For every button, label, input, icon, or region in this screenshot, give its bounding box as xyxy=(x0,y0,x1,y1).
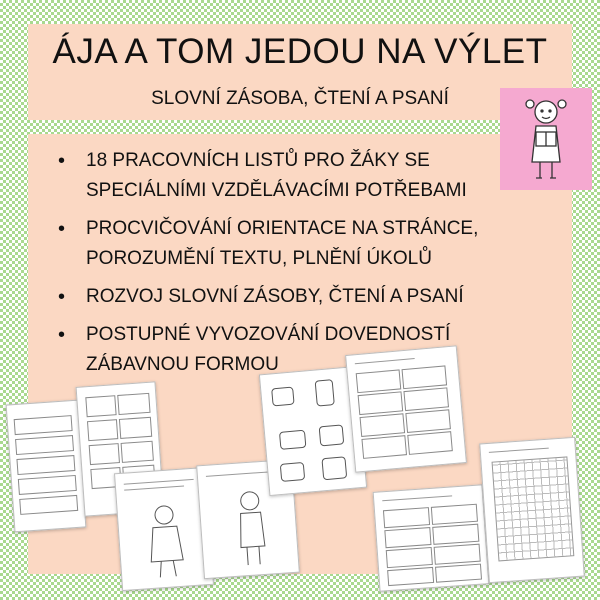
feature-line: SPECIÁLNÍMI VZDĚLÁVACÍMI POTŘEBAMI xyxy=(86,180,467,201)
girl-reading-book-icon xyxy=(500,88,592,190)
feature-line: 18 PRACOVNÍCH LISTŮ PRO ŽÁKY SE xyxy=(86,150,430,171)
worksheet-preview xyxy=(345,345,467,472)
feature-line: ZÁBAVNOU FORMOU xyxy=(86,354,279,375)
page-subtitle: SLOVNÍ ZÁSOBA, ČTENÍ A PSANÍ xyxy=(151,88,449,109)
mascot-box xyxy=(500,88,592,190)
feature-list xyxy=(52,146,572,388)
title-band xyxy=(28,24,572,120)
page-title: ÁJA A TOM JEDOU NA VÝLET xyxy=(52,32,548,71)
worksheet-preview xyxy=(373,484,490,591)
feature-line: ROZVOJ SLOVNÍ ZÁSOBY, ČTENÍ A PSANÍ xyxy=(86,286,464,307)
feature-line: PROCVIČOVÁNÍ ORIENTACE NA STRÁNCE, xyxy=(86,218,479,239)
feature-item xyxy=(52,214,572,274)
feature-line: POSTUPNÉ VYVOZOVÁNÍ DOVEDNOSTÍ xyxy=(86,324,451,345)
feature-item xyxy=(52,282,572,312)
feature-line: POROZUMĚNÍ TEXTU, PLNĚNÍ ÚKOLŮ xyxy=(86,248,432,269)
worksheet-preview xyxy=(479,437,585,583)
worksheet-preview xyxy=(6,400,87,533)
feature-item xyxy=(52,146,572,206)
